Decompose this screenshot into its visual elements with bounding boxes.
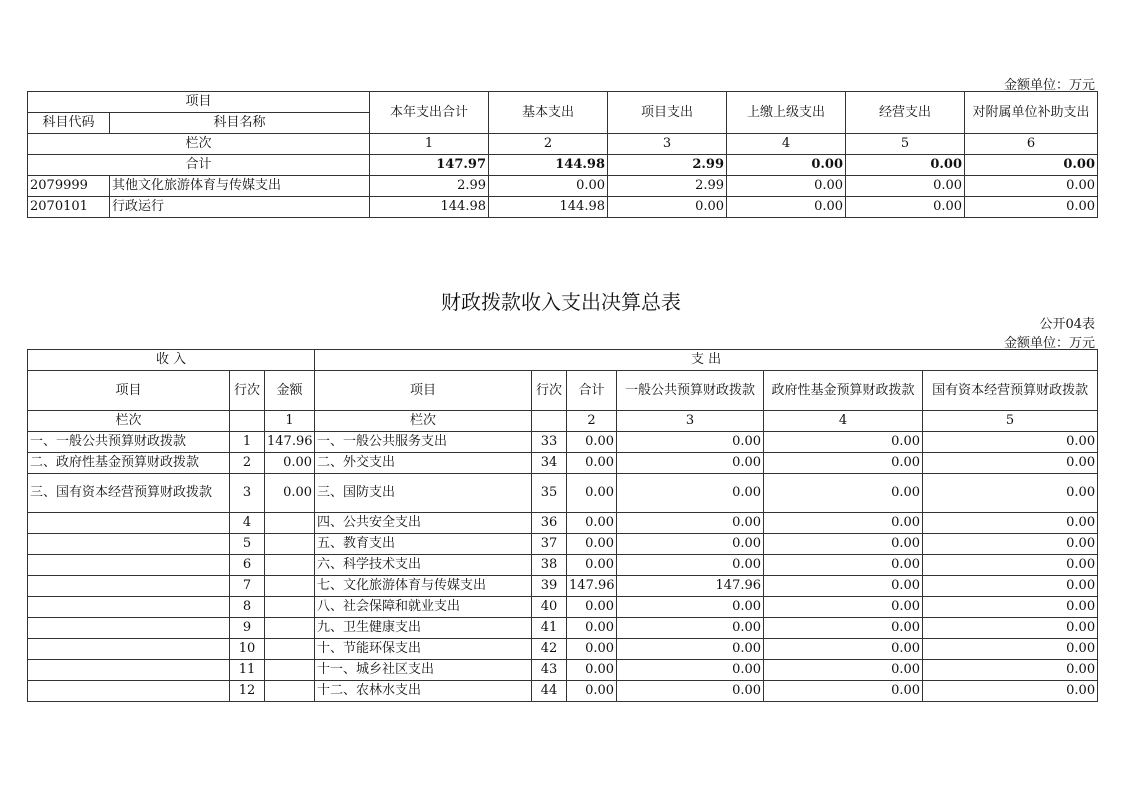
general-budget-value: 0.00	[617, 618, 764, 639]
expense-item: 八、社会保障和就业支出	[315, 597, 532, 618]
cell-value: 0.00	[846, 197, 965, 218]
header-col-3: 项目支出	[608, 92, 727, 134]
col-num: 4	[727, 134, 846, 155]
header-col-4: 上缴上级支出	[727, 92, 846, 134]
subject-code: 2070101	[28, 197, 110, 218]
gov-fund-value: 0.00	[764, 597, 923, 618]
bottom-unit-label: 金额单位：万元	[1003, 336, 1095, 351]
subject-code: 2079999	[28, 176, 110, 197]
cell-value: 0.00	[965, 176, 1098, 197]
expense-item: 七、文化旅游体育与传媒支出	[315, 576, 532, 597]
income-item: 二、政府性基金预算财政拨款	[28, 453, 230, 474]
income-amount	[265, 618, 315, 639]
expense-total: 0.00	[567, 432, 617, 453]
income-line: 10	[230, 639, 265, 660]
income-header: 收 入	[28, 350, 315, 371]
expense-line: 34	[532, 453, 567, 474]
state-capital-value: 0.00	[923, 474, 1098, 513]
cell-value: 0.00	[489, 176, 608, 197]
state-capital-value: 0.00	[923, 555, 1098, 576]
expense-line: 43	[532, 660, 567, 681]
general-budget-value: 0.00	[617, 597, 764, 618]
header-gov-fund: 政府性基金预算财政拨款	[764, 371, 923, 411]
expense-header: 支 出	[315, 350, 1098, 371]
income-amount: 0.00	[265, 474, 315, 513]
income-amount	[265, 660, 315, 681]
table-row	[28, 618, 1098, 639]
income-item	[28, 618, 230, 639]
state-capital-value: 0.00	[923, 639, 1098, 660]
expense-total: 0.00	[567, 597, 617, 618]
expense-line: 33	[532, 432, 567, 453]
header-ex-item: 项目	[315, 371, 532, 411]
income-amount	[265, 639, 315, 660]
state-capital-value: 0.00	[923, 453, 1098, 474]
header-col-1: 本年支出合计	[370, 92, 489, 134]
cell-value: 0.00	[727, 197, 846, 218]
expense-item: 十一、城乡社区支出	[315, 660, 532, 681]
col-num: 4	[764, 411, 923, 432]
expense-item: 十、节能环保支出	[315, 639, 532, 660]
table-row	[28, 639, 1098, 660]
total-value: 0.00	[727, 155, 846, 176]
subject-name: 行政运行	[110, 197, 370, 218]
total-value: 0.00	[846, 155, 965, 176]
general-budget-value: 0.00	[617, 432, 764, 453]
general-budget-value: 0.00	[617, 555, 764, 576]
cell-value: 0.00	[608, 197, 727, 218]
gov-fund-value: 0.00	[764, 432, 923, 453]
table-row	[28, 534, 1098, 555]
expense-item: 九、卫生健康支出	[315, 618, 532, 639]
fiscal-summary-table	[27, 349, 1098, 702]
income-line: 1	[230, 432, 265, 453]
expense-line: 37	[532, 534, 567, 555]
income-item	[28, 681, 230, 702]
cell-value: 144.98	[489, 197, 608, 218]
table-row	[28, 474, 1098, 513]
total-value: 147.97	[370, 155, 489, 176]
gov-fund-value: 0.00	[764, 534, 923, 555]
income-item: 三、国有资本经营预算财政拨款	[28, 474, 230, 513]
expense-total: 0.00	[567, 513, 617, 534]
expense-total: 0.00	[567, 555, 617, 576]
col-num: 1	[370, 134, 489, 155]
general-budget-value: 0.00	[617, 534, 764, 555]
total-value: 0.00	[965, 155, 1098, 176]
income-amount: 147.96	[265, 432, 315, 453]
state-capital-value: 0.00	[923, 534, 1098, 555]
header-in-amount: 金额	[265, 371, 315, 411]
general-budget-value: 0.00	[617, 681, 764, 702]
expense-total: 0.00	[567, 618, 617, 639]
income-amount	[265, 513, 315, 534]
general-budget-value: 147.96	[617, 576, 764, 597]
income-line: 4	[230, 513, 265, 534]
state-capital-value: 0.00	[923, 576, 1098, 597]
table-row	[28, 432, 1098, 453]
expense-line: 41	[532, 618, 567, 639]
expense-total: 0.00	[567, 639, 617, 660]
col-num: 5	[846, 134, 965, 155]
expense-item: 一、一般公共服务支出	[315, 432, 532, 453]
income-line: 11	[230, 660, 265, 681]
expense-total: 0.00	[567, 660, 617, 681]
table-row	[28, 597, 1098, 618]
table-row	[28, 453, 1098, 474]
income-line: 5	[230, 534, 265, 555]
gov-fund-value: 0.00	[764, 681, 923, 702]
income-item	[28, 534, 230, 555]
total-value: 144.98	[489, 155, 608, 176]
header-ex-line: 行次	[532, 371, 567, 411]
cell-value: 0.00	[846, 176, 965, 197]
table-row	[28, 576, 1098, 597]
state-capital-value: 0.00	[923, 432, 1098, 453]
income-item	[28, 660, 230, 681]
state-capital-value: 0.00	[923, 513, 1098, 534]
table-row	[28, 197, 1098, 218]
state-capital-value: 0.00	[923, 681, 1098, 702]
state-capital-value: 0.00	[923, 618, 1098, 639]
header-in-line: 行次	[230, 371, 265, 411]
col-num: 3	[608, 134, 727, 155]
total-row	[28, 155, 1098, 176]
gov-fund-value: 0.00	[764, 555, 923, 576]
header-item: 项目	[28, 92, 370, 113]
income-line: 6	[230, 555, 265, 576]
expense-line: 38	[532, 555, 567, 576]
top-unit-label: 金额单位：万元	[1003, 78, 1095, 93]
table-row	[28, 681, 1098, 702]
table-row	[28, 660, 1098, 681]
expense-line: 44	[532, 681, 567, 702]
col-num: 3	[617, 411, 764, 432]
expense-line: 39	[532, 576, 567, 597]
col-num: 1	[265, 411, 315, 432]
cell-value: 2.99	[608, 176, 727, 197]
expense-item: 十二、农林水支出	[315, 681, 532, 702]
gov-fund-value: 0.00	[764, 513, 923, 534]
header-ex-total: 合计	[567, 371, 617, 411]
subject-name: 其他文化旅游体育与传媒支出	[110, 176, 370, 197]
form-number: 公开04表	[1039, 317, 1095, 332]
income-item	[28, 639, 230, 660]
table-row	[28, 513, 1098, 534]
col-label: 栏次	[28, 411, 230, 432]
gov-fund-value: 0.00	[764, 474, 923, 513]
gov-fund-value: 0.00	[764, 639, 923, 660]
income-amount: 0.00	[265, 453, 315, 474]
expense-line: 36	[532, 513, 567, 534]
header-in-item: 项目	[28, 371, 230, 411]
top-expense-table	[27, 91, 1098, 218]
header-name: 科目名称	[110, 113, 370, 134]
income-line: 12	[230, 681, 265, 702]
general-budget-value: 0.00	[617, 453, 764, 474]
table-row	[28, 176, 1098, 197]
expense-total: 0.00	[567, 681, 617, 702]
income-line: 7	[230, 576, 265, 597]
gov-fund-value: 0.00	[764, 660, 923, 681]
header-general-budget: 一般公共预算财政拨款	[617, 371, 764, 411]
cell-value: 0.00	[727, 176, 846, 197]
income-item	[28, 597, 230, 618]
income-amount	[265, 576, 315, 597]
expense-total: 0.00	[567, 534, 617, 555]
expense-line: 42	[532, 639, 567, 660]
page-title: 财政拨款收入支出决算总表	[441, 290, 681, 314]
header-col-6: 对附属单位补助支出	[965, 92, 1098, 134]
header-code: 科目代码	[28, 113, 110, 134]
expense-item: 六、科学技术支出	[315, 555, 532, 576]
income-item	[28, 555, 230, 576]
general-budget-value: 0.00	[617, 474, 764, 513]
expense-line: 40	[532, 597, 567, 618]
header-col-2: 基本支出	[489, 92, 608, 134]
expense-total: 147.96	[567, 576, 617, 597]
col-label: 栏次	[315, 411, 532, 432]
row-label: 栏次	[28, 134, 370, 155]
expense-item: 二、外交支出	[315, 453, 532, 474]
expense-item: 三、国防支出	[315, 474, 532, 513]
income-amount	[265, 555, 315, 576]
income-line: 9	[230, 618, 265, 639]
income-amount	[265, 681, 315, 702]
state-capital-value: 0.00	[923, 597, 1098, 618]
general-budget-value: 0.00	[617, 513, 764, 534]
income-line: 3	[230, 474, 265, 513]
col-num: 2	[489, 134, 608, 155]
cell-value: 0.00	[965, 197, 1098, 218]
expense-line: 35	[532, 474, 567, 513]
col-num: 5	[923, 411, 1098, 432]
expense-item: 四、公共安全支出	[315, 513, 532, 534]
table-row	[28, 555, 1098, 576]
expense-item: 五、教育支出	[315, 534, 532, 555]
total-value: 2.99	[608, 155, 727, 176]
col-num: 2	[567, 411, 617, 432]
income-line: 2	[230, 453, 265, 474]
gov-fund-value: 0.00	[764, 576, 923, 597]
expense-total: 0.00	[567, 474, 617, 513]
gov-fund-value: 0.00	[764, 618, 923, 639]
cell-value: 144.98	[370, 197, 489, 218]
income-item: 一、一般公共预算财政拨款	[28, 432, 230, 453]
income-item	[28, 576, 230, 597]
col-num: 6	[965, 134, 1098, 155]
expense-total: 0.00	[567, 453, 617, 474]
header-state-capital: 国有资本经营预算财政拨款	[923, 371, 1098, 411]
general-budget-value: 0.00	[617, 639, 764, 660]
income-amount	[265, 534, 315, 555]
cell-value: 2.99	[370, 176, 489, 197]
income-amount	[265, 597, 315, 618]
total-label: 合计	[28, 155, 370, 176]
header-col-5: 经营支出	[846, 92, 965, 134]
general-budget-value: 0.00	[617, 660, 764, 681]
income-item	[28, 513, 230, 534]
state-capital-value: 0.00	[923, 660, 1098, 681]
income-line: 8	[230, 597, 265, 618]
gov-fund-value: 0.00	[764, 453, 923, 474]
